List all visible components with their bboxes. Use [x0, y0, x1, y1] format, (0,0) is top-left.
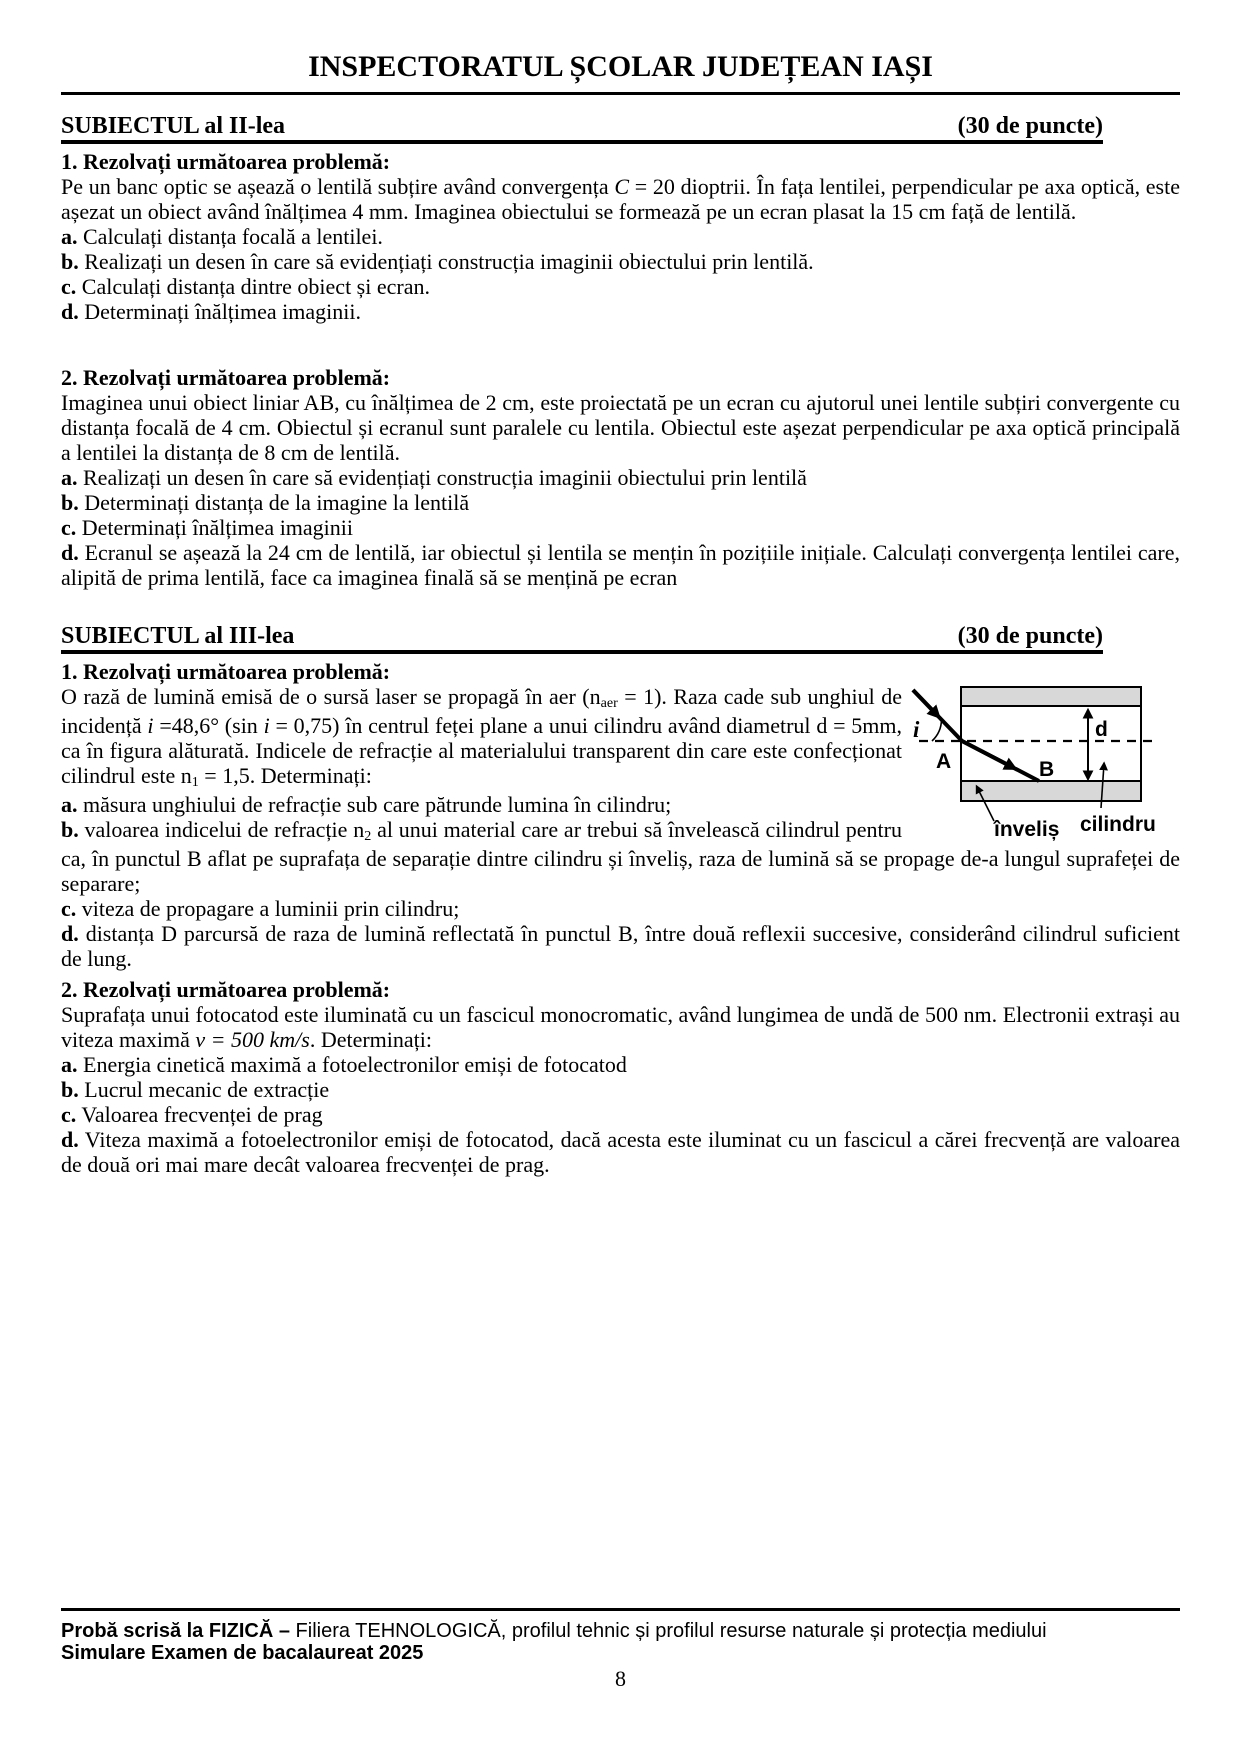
- subject2-problem1: [61, 149, 1180, 324]
- text-run: = 0,75) în centrul feței plane a unui cilindru având diametrul d = 5mm, ca în figura alăturată. Indicele de refracție al materialului transparent din care este confecționat cilindrul este n: [61, 713, 903, 788]
- problem-item: [61, 1127, 1180, 1177]
- problem-title: 2. Rezolvați următoarea problemă:: [61, 977, 391, 1002]
- subject3-problem1: [61, 659, 1180, 971]
- text-run: Determinați distanța de la imagine la lentilă: [78, 490, 470, 515]
- problem-item: [61, 249, 1180, 274]
- text-run: a.: [61, 792, 78, 817]
- footer-exam-info: [61, 1620, 1180, 1642]
- text-run: Determinați înălțimea imaginii: [76, 515, 354, 540]
- incident-ray-arrowhead: [913, 690, 938, 716]
- text-run: măsura unghiului de refracție sub care pătrunde lumina în cilindru;: [77, 792, 672, 817]
- footer-exam-name: Simulare Examen de bacalaureat 2025: [61, 1642, 424, 1664]
- text-run: Calculați distanța focală a lentilei.: [77, 224, 383, 249]
- text-run: b.: [61, 490, 79, 515]
- text-run: d.: [61, 921, 79, 946]
- text-run: b.: [61, 817, 79, 842]
- text-run: Lucrul mecanic de extracție: [78, 1077, 330, 1102]
- text-run: i: [263, 713, 270, 738]
- text-run: d.: [61, 299, 79, 324]
- problem-item: [61, 540, 1180, 590]
- page-number: 8: [615, 1666, 626, 1691]
- text-run: b.: [61, 1077, 79, 1102]
- text-run: Realizați un desen în care să evidențiați construcția imaginii obiectului prin lentilă.: [78, 249, 814, 274]
- subject2-heading-row: [61, 114, 1103, 144]
- point-a-label: A: [936, 750, 952, 773]
- problem-title: 1. Rezolvați următoarea problemă:: [61, 659, 391, 684]
- problem-title: 2. Rezolvați următoarea problemă:: [61, 365, 391, 390]
- text-run: Pe un banc optic se așează o lentilă subțire având convergența: [61, 174, 615, 199]
- text-run: al unui material care ar trebui să învelească cilindrul pentru ca, în punctul B aflat pe suprafața de separație dintre cilindru și înveliș, raza de lumină să se propage de-a lungul suprafeței de separare;: [61, 817, 1180, 896]
- text-run: Realizați un desen în care să evidențiați construcția imaginii obiectului prin lentilă: [77, 465, 807, 490]
- text-run: =48,6° (sin: [153, 713, 264, 738]
- footer-divider: [61, 1608, 1180, 1611]
- incidence-angle-arc: [932, 720, 942, 742]
- text-run: v = 500 km/s: [195, 1027, 310, 1052]
- problem-item: [61, 299, 1180, 324]
- text-run: Valoarea frecvenței de prag: [76, 1102, 323, 1127]
- subject2-points: (30 de puncte): [957, 113, 1103, 139]
- text-run: Imaginea unui obiect liniar AB, cu înălțimea de 2 cm, este proiectată pe un ecran cu ajutorul unei lentile subțiri convergente cu distanța focală de 4 cm. Obiectul și ecranul sunt paralele cu lentila. Obiectul este așezat perpendicular pe axa optică principală a lentilei la distanța de 8 cm de lentilă.: [61, 390, 1180, 465]
- text-run: = 1,5. Determinați:: [198, 763, 372, 788]
- text-run: a.: [61, 465, 78, 490]
- text-run: Filiera TEHNOLOGICĂ, profilul tehnic și profilul resurse naturale și protecția mediului: [295, 1620, 1047, 1642]
- page-footer: [61, 1608, 1180, 1690]
- problem-item: [61, 1052, 1180, 1077]
- coating-top-band: [961, 687, 1141, 706]
- problem-items: [61, 224, 1180, 324]
- text-run: d.: [61, 540, 79, 565]
- problem-item: [61, 224, 1180, 249]
- problem-statement: [61, 1002, 1180, 1052]
- text-run: c.: [61, 274, 77, 299]
- problem-statement: [61, 390, 1180, 465]
- text-run: a.: [61, 224, 78, 249]
- problem-block: [61, 684, 1180, 971]
- coating-bottom-band: [961, 781, 1141, 801]
- text-run: = 20 dioptrii. În fața lentilei, perpendicular pe axa optică, este așezat un obiect având înălțimea 4 mm. Imaginea obiectului se formează pe un ecran plasat la 15 cm față de lentilă.: [61, 174, 1180, 224]
- point-b-label: B: [1039, 758, 1055, 781]
- problem-item: [61, 921, 1180, 971]
- text-run: Probă scrisă la FIZICĂ –: [61, 1620, 296, 1642]
- text-run: a.: [61, 1052, 78, 1077]
- subject2-heading: SUBIECTUL al II-lea: [61, 113, 286, 139]
- cylinder-label: cilindru: [1080, 813, 1156, 836]
- text-run: Determinați înălțimea imaginii.: [78, 299, 362, 324]
- problem-item: [61, 1077, 1180, 1102]
- problem-item: [61, 896, 1180, 921]
- text-run: aer: [600, 695, 618, 712]
- text-run: Suprafața unui fotocatod este iluminată cu un fascicul monocromatic, având lungimea de undă de 500 nm. Electronii extrași au viteza maximă: [61, 1002, 1180, 1052]
- text-run: = 1). Raza cade sub unghiul de incidență: [61, 684, 902, 738]
- cylinder-figure-svg: [908, 684, 1180, 844]
- problem-item: [61, 274, 1180, 299]
- cylinder-figure: [908, 684, 1180, 841]
- text-run: b.: [61, 249, 79, 274]
- angle-i-label: i: [913, 717, 920, 742]
- problem-title: 1. Rezolvați următoarea problemă:: [61, 149, 391, 174]
- problem-item: [61, 1102, 1180, 1127]
- text-run: c.: [61, 1102, 77, 1127]
- text-run: distanța D parcursă de raza de lumină reflectată în punctul B, între două reflexii succesive, considerând cilindrul suficient de lung.: [61, 921, 1180, 971]
- text-run: d.: [61, 1127, 79, 1152]
- problem-item: [61, 515, 1180, 540]
- problem-items: [61, 1052, 1180, 1177]
- problem-item: [61, 490, 1180, 515]
- diameter-label: d: [1095, 718, 1108, 741]
- text-run: Calculați distanța dintre obiect și ecran.: [76, 274, 430, 299]
- text-run: i: [147, 713, 154, 738]
- subject3-heading: SUBIECTUL al III-lea: [61, 623, 295, 649]
- text-run: 1: [191, 774, 199, 791]
- subject3-points: (30 de puncte): [957, 623, 1103, 649]
- text-run: Viteza maximă a fotoelectronilor emiși de fotocatod, dacă acesta este iluminat cu un fascicul a cărei frecvență are valoarea de două ori mai mare decât valoarea frecvenței de prag.: [61, 1127, 1180, 1177]
- subject2-problem2: [61, 365, 1180, 590]
- text-run: 2: [364, 828, 372, 845]
- text-run: Energia cinetică maximă a fotoelectronilor emiși de fotocatod: [77, 1052, 627, 1077]
- text-run: . Determinați:: [309, 1027, 433, 1052]
- text-run: O rază de lumină emisă de o sursă laser se propagă în aer (n: [61, 684, 601, 709]
- title-divider: [61, 92, 1180, 95]
- text-run: C: [614, 174, 630, 199]
- page-title: INSPECTORATUL ȘCOLAR JUDEȚEAN IAȘI: [308, 50, 933, 83]
- subject3-heading-row: [61, 624, 1103, 654]
- coating-label: înveliș: [994, 818, 1060, 841]
- problem-item: [61, 465, 1180, 490]
- problem-statement: [61, 174, 1180, 224]
- text-run: valoarea indicelui de refracție n: [78, 817, 365, 842]
- subject3-problem2: [61, 977, 1180, 1177]
- text-run: Ecranul se așează la 24 cm de lentilă, iar obiectul și lentila se mențin în pozițiile inițiale. Calculați convergența lentilei care, alipită de prima lentilă, face ca imaginea finală să se mențină pe ecran: [61, 540, 1180, 590]
- text-run: c.: [61, 896, 77, 921]
- text-run: c.: [61, 515, 77, 540]
- problem-items: [61, 465, 1180, 590]
- text-run: viteza de propagare a luminii prin cilindru;: [76, 896, 460, 921]
